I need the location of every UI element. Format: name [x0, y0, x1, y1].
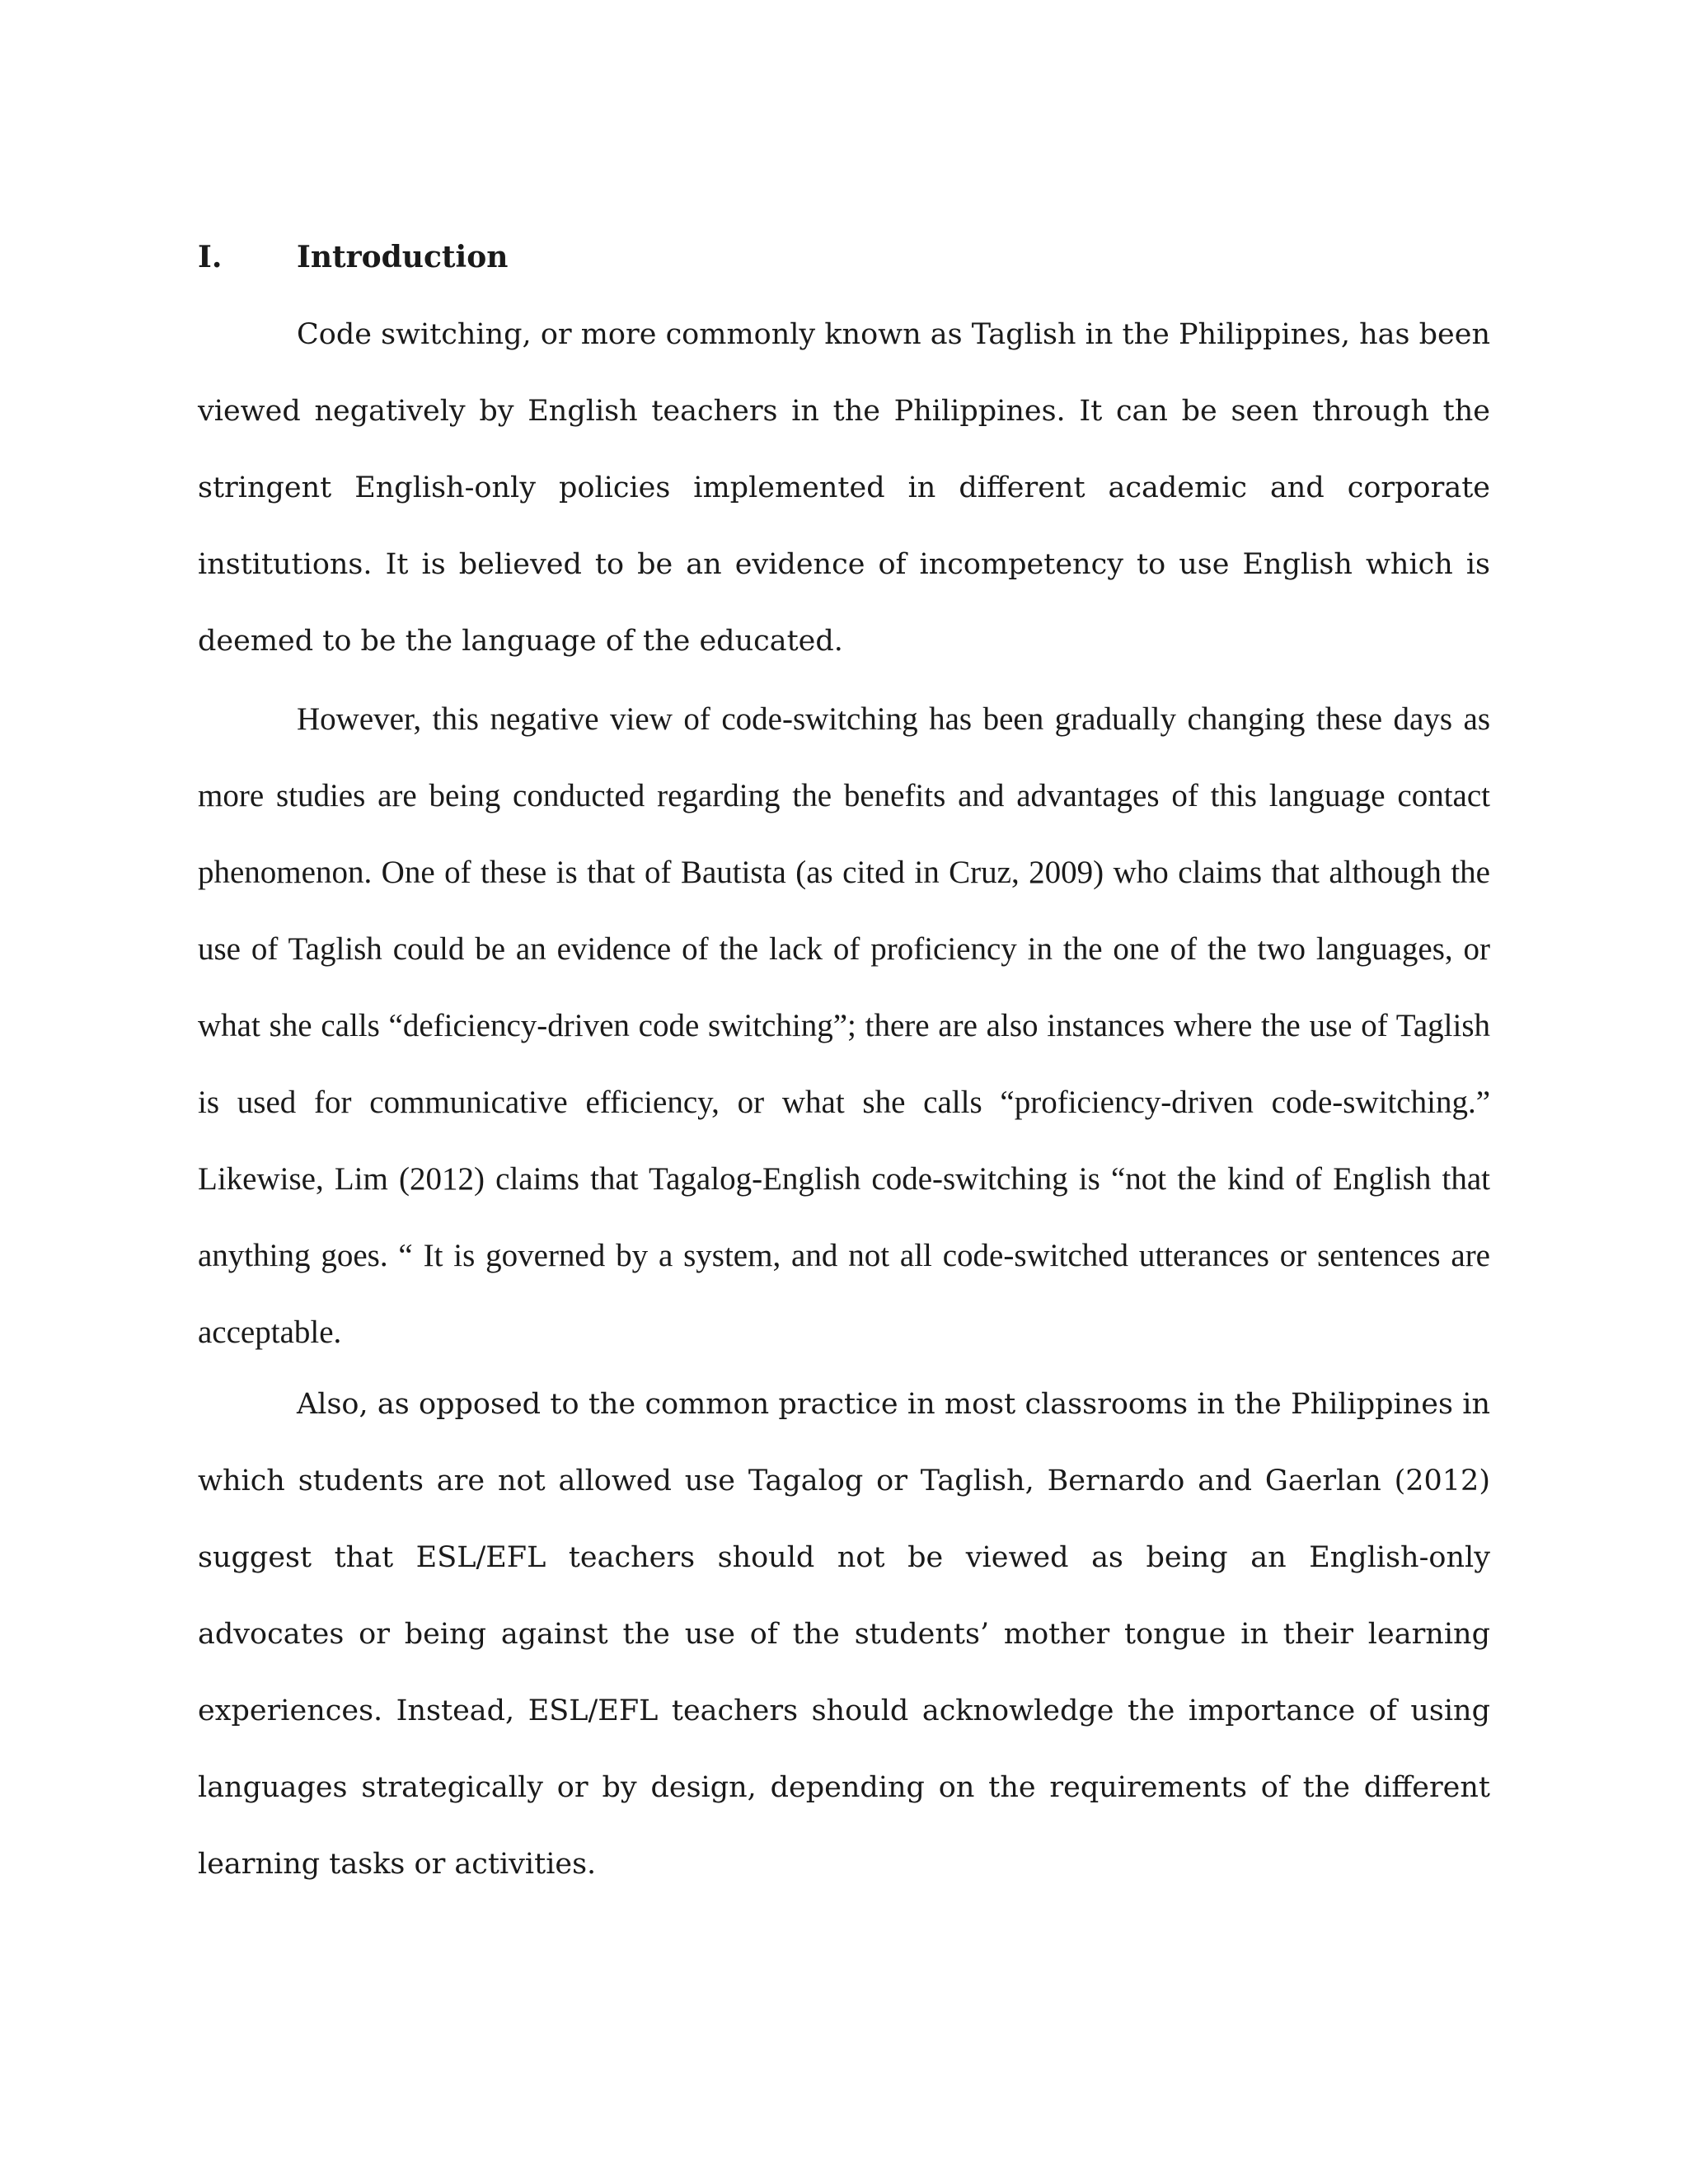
section-number: I.	[198, 240, 223, 274]
paragraph-classroom-practice: Also, as opposed to the common practice in most classrooms in the Philippines in which students are not allowed use Tagalog or Taglish, Bernardo and Gaerlan (2012) suggest that ESL/EFL teachers should not be viewed as being an English-only advocates or being against the use of the students’ mother tongue in their learning experiences. Instead, ESL/EFL teachers should acknowledge the importance of using languages strategically or by design, depending on the requirements of the different learning tasks or activities.	[198, 1388, 1490, 1881]
paragraph-code-switching: Code switching, or more commonly known as Taglish in the Philippines, has been viewed negatively by English teachers in the Philippines. It can be seen through the stringent English-only policies implemented in different academic and corporate institutions. It is believed to be an evidence of incompetency to use English which is deemed to be the language of the educated.	[198, 318, 1490, 658]
section-title: Introduction	[297, 240, 509, 274]
section-heading	[198, 232, 508, 282]
paragraph-negative-view: However, this negative view of code-switching has been gradually changing these days as more studies are being conducted regarding the benefits and advantages of this language contact phenomenon. One of these is that of Bautista (as cited in Cruz, 2009) who claims that although the use of Taglish could be an evidence of the lack of proficiency in the one of the two languages, or what she calls “deficiency-driven code switching”; there are also instances where the use of Taglish is used for communicative efficiency, or what she calls “proficiency-driven code-switching.” Likewise, Lim (2012) claims that Tagalog-English code-switching is “not the kind of English that anything goes. “ It is governed by a system, and not all code-switched utterances or sentences are acceptable.	[198, 701, 1490, 1350]
